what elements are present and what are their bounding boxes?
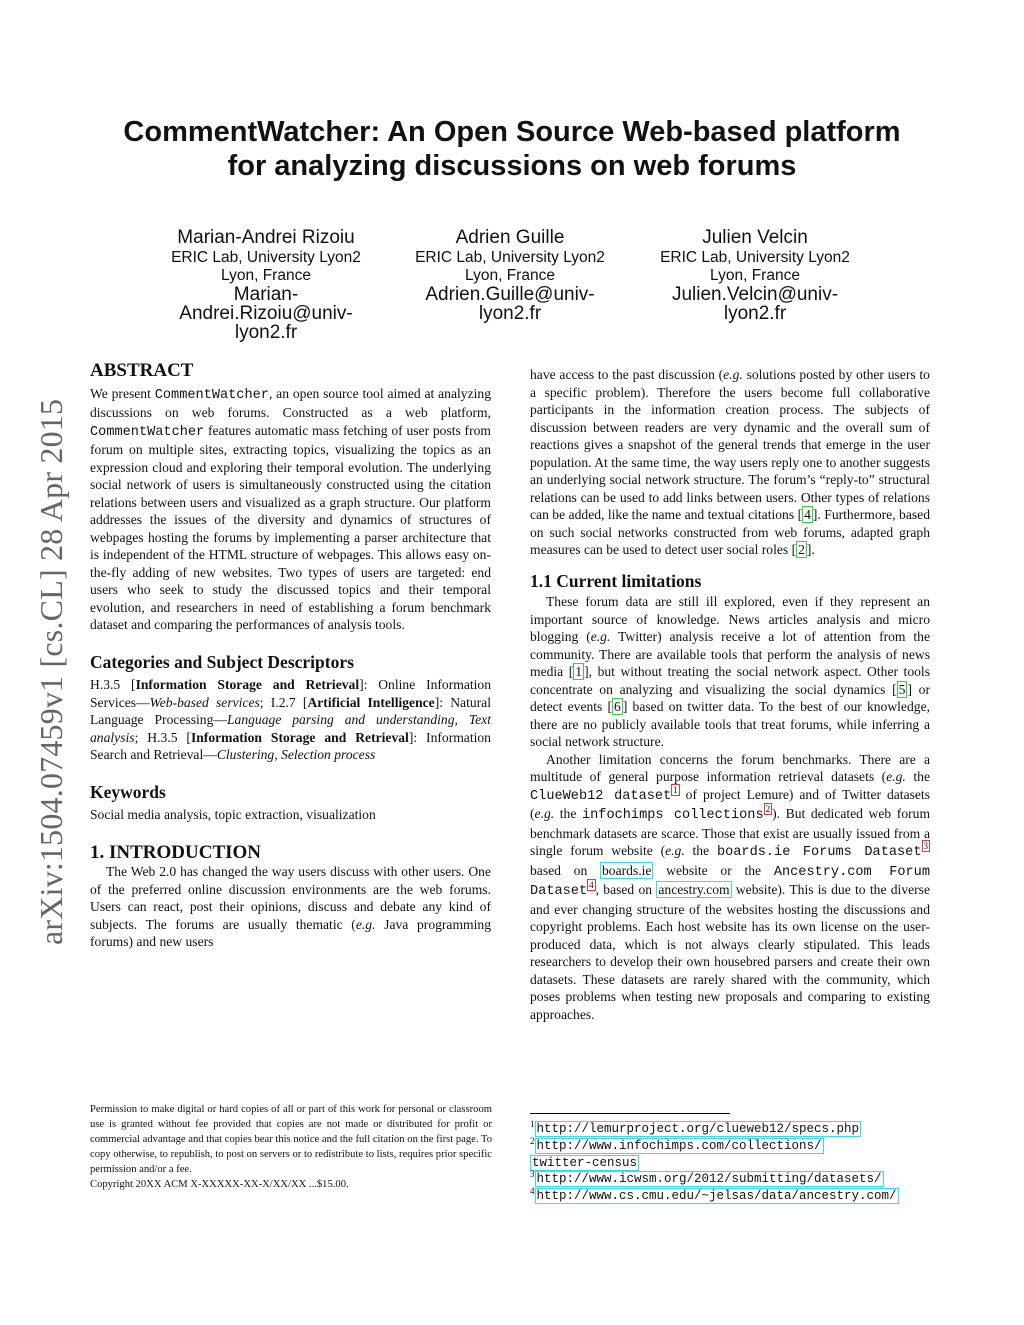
author-email-line: lyon2.fr [478, 303, 542, 324]
footnote-url[interactable]: http://www.icwsm.org/2012/submitting/datasets/ [536, 1172, 882, 1186]
left-column [90, 362, 491, 951]
citation-link[interactable]: 1 [575, 664, 583, 679]
title-line-2: for analyzing discussions on web forums [227, 150, 797, 182]
copyright-line: Copyright 20XX ACM X-XXXXX-XX-X/XX/XX ...$15.00. [90, 1179, 349, 1190]
author-name: Julien Velcin [702, 227, 808, 248]
author-name: Marian-Andrei Rizoiu [177, 227, 355, 248]
keywords-heading: Keywords [90, 781, 166, 802]
url-link[interactable]: boards.ie [602, 862, 652, 878]
author-affiliation: ERIC Lab, University Lyon2 [415, 249, 605, 266]
footnote: $^4$ http://www.cs.cmu.edu/~jelsas/data/ancestry.com/ [530, 1185, 897, 1203]
author-email-line: Julien.Velcin@univ- [671, 284, 839, 305]
paper-title [60, 115, 964, 183]
keywords-text: Social media analysis, topic extraction, visualization [90, 807, 376, 822]
limitations-text: These forum data are still ill explored, even if they represent an important source of knowledge. News articles analysis and micro blogging (e.g. Twitter) analysis receive a lot of attention from the community. There are available tools that perform the analysis of news media [ 1 ], but without treating the social network aspect. Other tools concentrate on analyzing and visualizing the social dynamics [ 5 ] or detect events [ 6 ] based on twitter data. To the best of our knowledge, there are no publicly available tools that treat forums, while inferring a social network structure. [530, 594, 930, 749]
dataset-name: ClueWeb12 dataset [530, 788, 672, 804]
footnote-link[interactable]: 3 [923, 841, 928, 852]
introduction-text: The Web 2.0 has changed the way users discuss with other users. One of the preferred online discussion environments are the web forums. Users can react, post their opinions, discuss and debate any kind of subjects. The forums are usually thematic (e.g. Java programming forums) and new users [90, 864, 491, 949]
dataset-name: boards.ie Forums Dataset [716, 845, 922, 860]
abstract-heading: ABSTRACT [90, 360, 194, 381]
author-location: Lyon, France [710, 267, 800, 284]
title-line-1: CommentWatcher: An Open Source Web-based platform [123, 116, 901, 148]
citation-link[interactable]: 4 [804, 507, 811, 522]
citation-link[interactable]: 6 [614, 699, 621, 714]
tool-name: CommentWatcher [154, 387, 269, 403]
footnote-rule [530, 1113, 730, 1114]
categories-heading: Categories and Subject Descriptors [90, 651, 354, 672]
benchmarks-text: Another limitation concerns the forum benchmarks. There are a multitude of general purpose information retrieval datasets (e.g. the ClueWeb12 dataset $^1$ of project Lemure) and of Twitter datasets (e.g. the infochimps collections $^2$ ). But dedicated web forum benchmark datasets are scarce. Those that exist are usually issued from a single forum website (e.g. the boards.ie Forums Dataset $^3$ based on boards.ie website or the Ancestry.com Forum Dataset $^4$ , based on ancestry.com website). This is due to the diverse and ever changing structure of the websites hosting the discussions and copyright problems. Each host website has its own license on the user-produced data, which is not always clearly stipulated. This leads researchers to develop their own housebred parsers and create their own datasets. These datasets are rarely shared with the community, which poses problems when testing new proposals and comparing to existing approaches. [530, 751, 931, 1022]
author-block [650, 227, 860, 323]
footnote: $^1$ http://lemurproject.org/clueweb12/specs.php [530, 1118, 860, 1136]
author-name: Adrien Guille [455, 227, 565, 248]
author-affiliation: ERIC Lab, University Lyon2 [171, 249, 361, 266]
dataset-name: infochimps collections [581, 808, 764, 823]
footnote-link[interactable]: 1 [673, 784, 678, 795]
footnote-url[interactable]: http://www.infochimps.com/collections/ [536, 1139, 822, 1153]
footnote-url[interactable]: twitter-census [532, 1156, 638, 1170]
footnote-url[interactable]: http://lemurproject.org/clueweb12/specs.php [536, 1122, 860, 1136]
author-block [405, 227, 615, 323]
author-email-line: lyon2.fr [234, 322, 298, 343]
author-email-line: lyon2.fr [723, 303, 787, 324]
intro-continued-text: have access to the past discussion (e.g. solutions posted by other users to a specific problem). Therefore the users become full collaborative participants in the information creation process. The subjects of discussion between readers are very dynamic and the overall sum of reactions gives a snapshot of the general trends that emerge in the user population. At the same time, the way users reply one to another suggests an underlying social network structure. The forum’s “reply-to” structural relations can be used to add links between users. Other types of relations can be added, like the name and textual citations [ 4 ]. Furthermore, based on such social networks constructed from web forums, adapted graph measures can be used to detect user social roles [ 2 ]. [530, 367, 930, 557]
author-email-line: Andrei.Rizoiu@univ- [179, 303, 353, 324]
footnote-url[interactable]: http://www.cs.cmu.edu/~jelsas/data/ancestry.com/ [536, 1189, 897, 1203]
author-location: Lyon, France [221, 267, 311, 284]
categories-text: H.3.5 [Information Storage and Retrieval]: Online Information Services—Web-based services; I.2.7 [Artificial Intelligence]: Natural Language Processing—Language parsing and understanding, Text analysis; H.3.5 [Information Storage and Retrieval]: Information Search and Retrieval—Clustering, Selection process [90, 677, 491, 762]
author-email-line: Adrien.Guille@univ- [425, 284, 595, 305]
footnote: $^3$ http://www.icwsm.org/2012/submitting/datasets/ [530, 1168, 882, 1186]
citation-link[interactable]: 2 [798, 542, 805, 557]
introduction-heading: 1. INTRODUCTION [90, 841, 262, 863]
permission-notice: Permission to make digital or hard copies of all or part of this work for personal or classroom use is granted without fee provided that copies are not made or distributed for profit or commercial advantage and that copies bear this notice and the full citation on the first page. To copy otherwise, to republish, to post on servers or to redistribute to lists, requires prior specific permission and/or a fee. Copyright 20XX ACM X-XXXXX-XX-X/XX/XX ...$15.00. [90, 1104, 492, 1190]
footnote-link[interactable]: 4 [589, 880, 594, 891]
dataset-name: Ancestry.com Forum Dataset [530, 864, 930, 899]
author-location: Lyon, France [465, 267, 555, 284]
right-column [530, 366, 930, 1023]
author-block [161, 227, 371, 342]
author-affiliation: ERIC Lab, University Lyon2 [660, 249, 850, 266]
tool-name: CommentWatcher [90, 424, 205, 440]
url-link[interactable]: ancestry.com [658, 882, 730, 897]
arxiv-identifier: arXiv:1504.07459v1 [cs.CL] 28 Apr 2015 [33, 398, 69, 945]
footnote-link[interactable]: 2 [765, 804, 771, 815]
citation-link[interactable]: 5 [898, 681, 906, 697]
section-heading: 1.1 Current limitations [530, 570, 702, 591]
abstract-text: We present CommentWatcher, an open source tool aimed at analyzing discussions on web forums. Constructed as a web platform, CommentWatcher features automatic mass fetching of user posts from forum on multiple sites, extracting topics, visualizing the topics as an expression cloud and exploring their temporal evolution. The underlying social network of users is simultaneously constructed using the citation relations between users and visualized as a graph structure. Our platform addresses the issues of the diversity and dynamics of structures of webpages hosting the forums by implementing a parser architecture that is independent of the HTML structure of webpages. This allows easy on-the-fly adding of new websites. Two types of users are targeted: end users who seek to study the discussed topics and their temporal evolution, and researchers in need of establishing a forum benchmark dataset and comparing the performances of analysis tools. [90, 385, 491, 632]
footnote: $^2$ http://www.infochimps.com/collections/ twitter-census [530, 1135, 822, 1170]
author-email-line: Marian- [233, 284, 299, 305]
